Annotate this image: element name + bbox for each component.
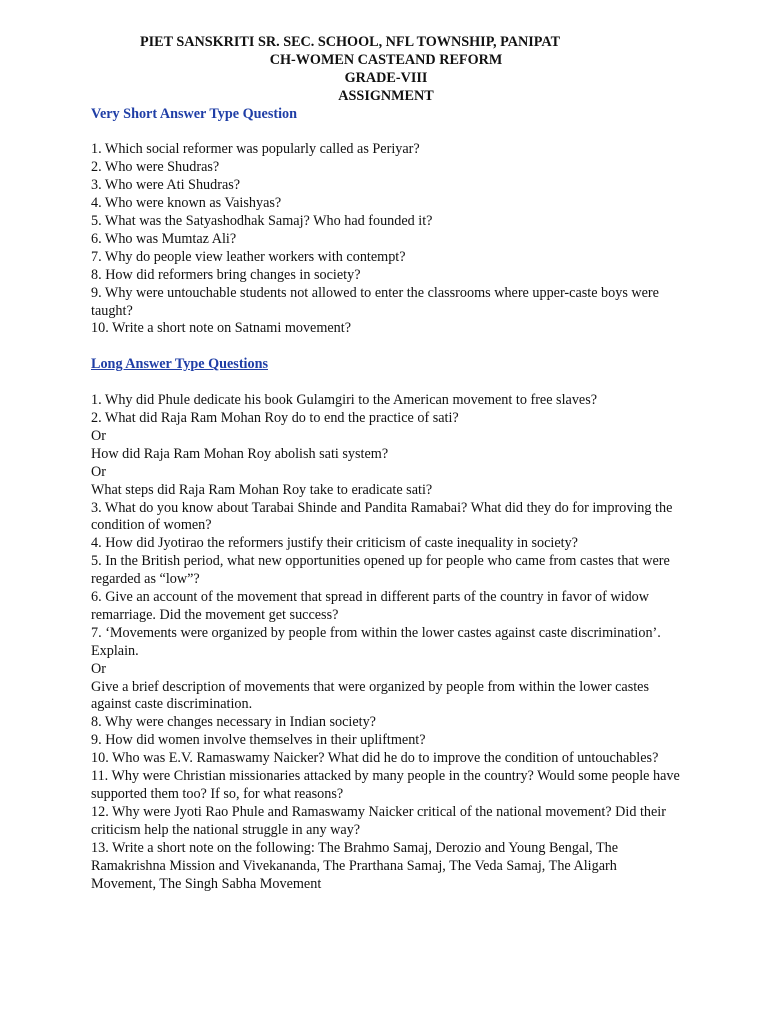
question-item: 7. ‘Movements were organized by people from within the lower castes against caste discrimination’. Explain. bbox=[91, 624, 661, 659]
question-item: 6. Who was Mumtaz Ali? bbox=[91, 230, 237, 247]
question-item: 5. What was the Satyashodhak Samaj? Who had founded it? bbox=[91, 213, 433, 230]
long-answer-heading: Long Answer Type Questions bbox=[91, 356, 268, 373]
long-answer-list bbox=[91, 392, 681, 893]
assignment-document bbox=[91, 34, 681, 893]
chapter-title: CH-WOMEN CASTEAND REFORM bbox=[269, 51, 503, 68]
question-item: Or bbox=[91, 660, 106, 677]
question-item: 2. What did Raja Ram Mohan Roy do to end the practice of sati? bbox=[91, 409, 459, 426]
question-item: 11. Why were Christian missionaries attacked by many people in the country? Would some people have supported them too? If so, for what reasons? bbox=[91, 768, 680, 803]
question-item: 1. Why did Phule dedicate his book Gulamgiri to the American movement to free slaves? bbox=[91, 392, 598, 409]
question-item: 5. In the British period, what new opportunities opened up for people who came from castes that were regarded as “low”? bbox=[91, 553, 670, 588]
short-answer-heading: Very Short Answer Type Question bbox=[91, 105, 297, 122]
spacer bbox=[91, 338, 681, 356]
school-name: PIET SANSKRITI SR. SEC. SCHOOL, NFL TOWNSHIP, PANIPAT bbox=[139, 34, 561, 50]
question-item: Or bbox=[91, 427, 106, 444]
spacer bbox=[91, 124, 681, 142]
question-item: 4. Who were known as Vaishyas? bbox=[91, 195, 282, 212]
question-item: 6. Give an account of the movement that spread in different parts of the country in favor of widow remarriage. Did the movement get success? bbox=[91, 589, 650, 623]
question-item: 7. Why do people view leather workers with contempt? bbox=[91, 248, 406, 265]
question-item: Give a brief description of movements that were organized by people from within the lower castes against caste discrimination. bbox=[91, 678, 649, 713]
grade-label: GRADE-VIII bbox=[344, 69, 428, 86]
question-item: 2. Who were Shudras? bbox=[91, 159, 220, 176]
question-item: 8. Why were changes necessary in Indian society? bbox=[91, 714, 376, 731]
question-item: 10. Who was E.V. Ramaswamy Naicker? What did he do to improve the condition of untouchables? bbox=[91, 750, 659, 767]
short-answer-list bbox=[91, 141, 681, 338]
question-item: 10. Write a short note on Satnami movement? bbox=[91, 320, 352, 337]
question-item: 9. Why were untouchable students not allowed to enter the classrooms where upper-caste boys were taught? bbox=[91, 284, 659, 319]
question-item: 4. How did Jyotirao the reformers justify their criticism of caste inequality in society? bbox=[91, 535, 578, 552]
question-item: 13. Write a short note on the following: The Brahmo Samaj, Derozio and Young Bengal, The Ramakrishna Mission and Vivekananda, The Prarthana Samaj, The Veda Samaj, The Aligarh Movement, The Singh Sabha Movement bbox=[91, 839, 619, 892]
question-item: 1. Which social reformer was popularly called as Periyar? bbox=[91, 141, 420, 158]
question-item: 3. Who were Ati Shudras? bbox=[91, 177, 241, 194]
question-item: 3. What do you know about Tarabai Shinde and Pandita Ramabai? What did they do for improving the condition of women? bbox=[91, 499, 673, 534]
question-item: How did Raja Ram Mohan Roy abolish sati system? bbox=[91, 445, 389, 462]
assignment-label: ASSIGNMENT bbox=[338, 87, 434, 104]
question-item: 8. How did reformers bring changes in society? bbox=[91, 266, 361, 283]
question-item: 9. How did women involve themselves in their upliftment? bbox=[91, 732, 426, 749]
question-item: What steps did Raja Ram Mohan Roy take to eradicate sati? bbox=[91, 481, 433, 498]
spacer bbox=[91, 374, 681, 392]
question-item: Or bbox=[91, 463, 106, 480]
question-item: 12. Why were Jyoti Rao Phule and Ramaswamy Naicker critical of the national movement? Did their criticism help the national struggle in any way? bbox=[91, 803, 666, 838]
